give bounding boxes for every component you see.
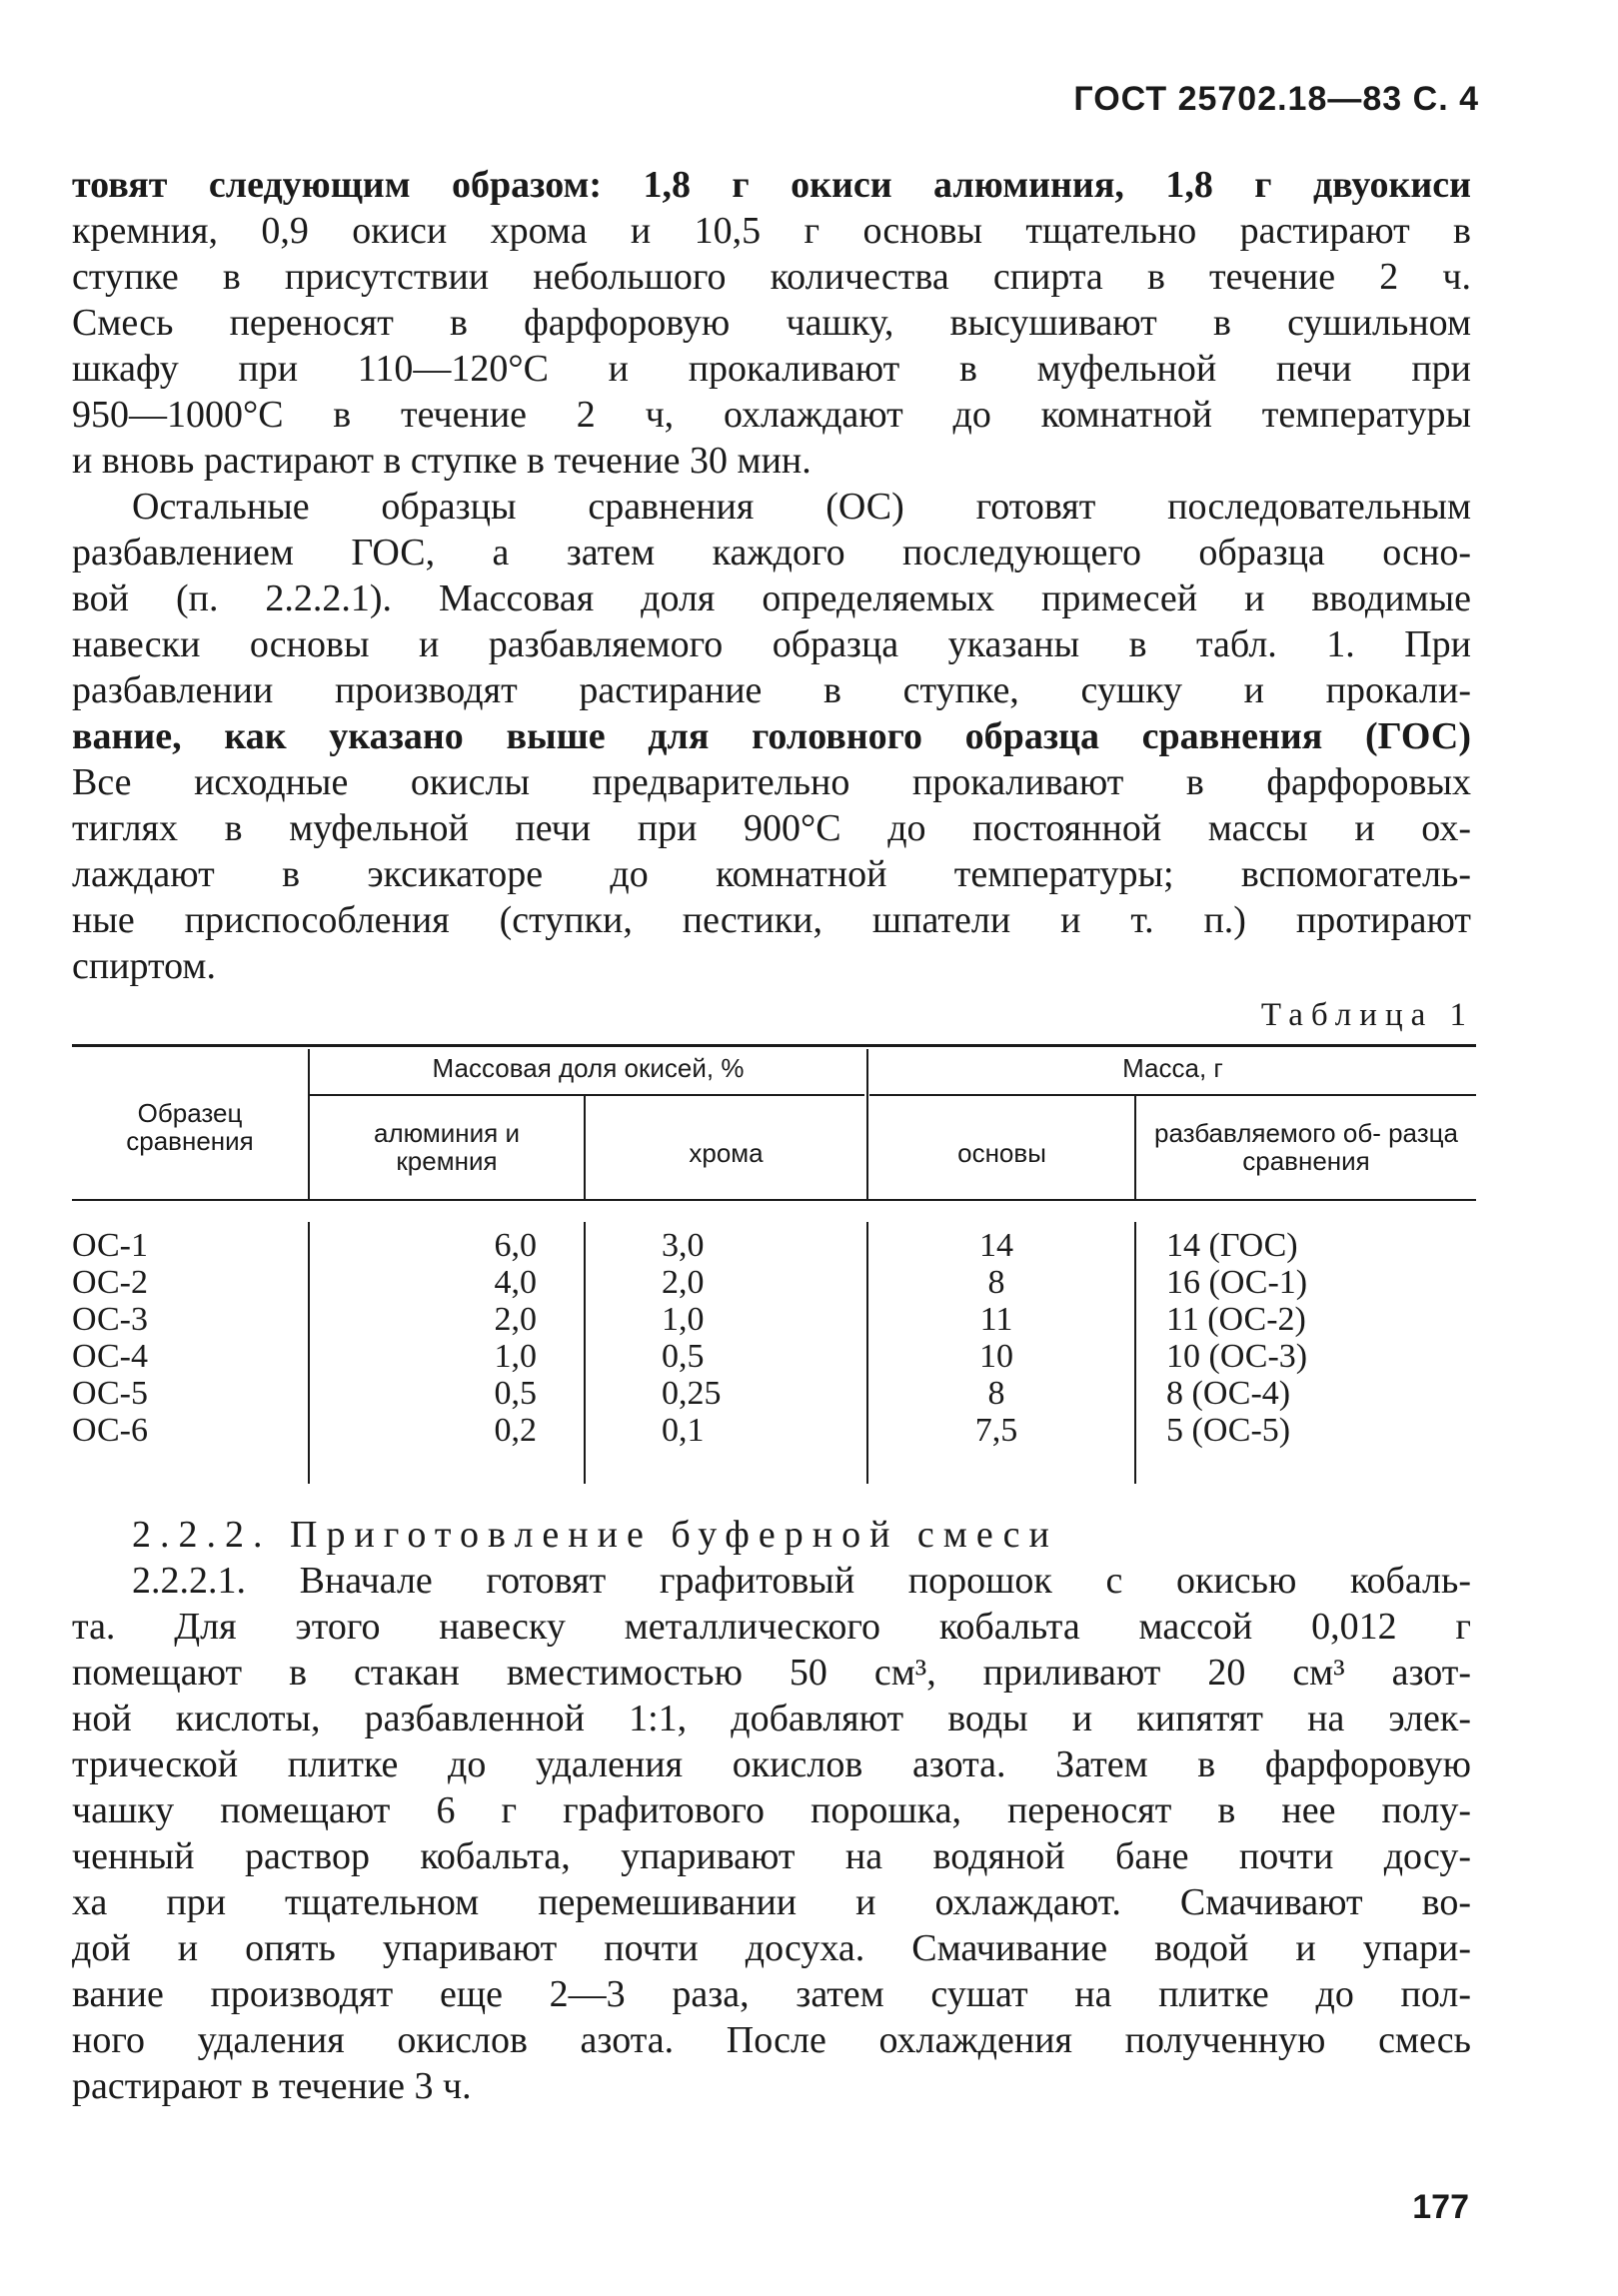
text-line: дой и опять упаривают почти досуха. Смачивание водой и упари- xyxy=(72,1927,1471,1969)
table-cell-diluted: 16 (ОС-1) xyxy=(1166,1264,1308,1301)
table-cell-base: 7,5 xyxy=(974,1412,1018,1449)
table-cell-sample: ОС-2 xyxy=(72,1264,148,1301)
table-cell-sample: ОС-6 xyxy=(72,1412,148,1449)
table-cell-al-si: 6,0 xyxy=(494,1227,537,1264)
table-cell-al-si: 0,2 xyxy=(494,1412,537,1449)
text-line: Остальные образцы сравнения (ОС) готовят последовательным xyxy=(132,486,1471,528)
th-diluted: разбавляемого об- разца сравнения xyxy=(1153,1118,1458,1176)
table-cell-al-si: 4,0 xyxy=(494,1264,537,1301)
table-cell-sample: ОС-3 xyxy=(72,1301,148,1338)
text-line: Все исходные окислы предварительно прокаливают в фарфоровых xyxy=(72,761,1471,803)
table-cell-sample: ОС-5 xyxy=(72,1375,148,1412)
table-vrule xyxy=(866,1222,868,1484)
table-cell-diluted: 5 (ОС-5) xyxy=(1166,1412,1291,1449)
text-line: трической плитке до удаления окислов азота. Затем в фарфоровую xyxy=(72,1743,1471,1785)
text-line: тиглях в муфельной печи при 900°С до постоянной массы и ох- xyxy=(72,807,1471,849)
text-line: вание, как указано выше для головного образца сравнения (ГОС) xyxy=(72,715,1471,757)
table-header-rule xyxy=(72,1199,1476,1201)
table-cell-al-si: 0,5 xyxy=(494,1375,537,1412)
text-line: Смесь переносят в фарфоровую чашку, высушивают в сушильном xyxy=(72,302,1471,344)
table-cell-cr: 0,5 xyxy=(662,1338,705,1375)
text-line: ного удаления окислов азота. После охлаждения полученную смесь xyxy=(72,2019,1471,2061)
table-cell-cr: 3,0 xyxy=(662,1227,705,1264)
table-group-rule-mass xyxy=(869,1094,1476,1096)
th-group-mass: Масса, г xyxy=(1122,1053,1223,1083)
text-line: лаждают в эксикаторе до комнатной температуры; вспомогатель- xyxy=(72,853,1471,895)
table-cell-diluted: 8 (ОС-4) xyxy=(1166,1375,1291,1412)
text-line: 2.2.2.1. Вначале готовят графитовый порошок с окисью кобаль- xyxy=(132,1560,1471,1602)
table-cell-diluted: 14 (ГОС) xyxy=(1166,1227,1298,1264)
table-cell-cr: 2,0 xyxy=(662,1264,705,1301)
table-cell-base: 11 xyxy=(979,1301,1013,1338)
text-line: ной кислоты, разбавленной 1:1, добавляют воды и кипятят на элек- xyxy=(72,1698,1471,1739)
table-1 xyxy=(72,1044,1476,1494)
table-cell-cr: 0,1 xyxy=(662,1412,705,1449)
th-al-si: алюминия и кремния xyxy=(374,1118,520,1176)
table-cell-al-si: 2,0 xyxy=(494,1301,537,1338)
text-line: товят следующим образом: 1,8 г окиси алюминия, 1,8 г двуокиси xyxy=(72,164,1471,206)
table-cell-cr: 0,25 xyxy=(662,1375,722,1412)
th-sample: Образец сравнения xyxy=(126,1098,254,1156)
text-line: та. Для этого навеску металлического кобальта массой 0,012 г xyxy=(72,1606,1471,1648)
text-line: ступке в присутствии небольшого количества спирта в течение 2 ч. xyxy=(72,256,1471,298)
table-vrule xyxy=(584,1222,586,1484)
text-line: ные приспособления (ступки, пестики, шпатели и т. п.) протирают xyxy=(72,899,1471,941)
text-line: ха при тщательном перемешивании и охлаждают. Смачивают во- xyxy=(72,1881,1471,1923)
table-caption: Таблица 1 xyxy=(1260,997,1474,1033)
text-line: 950—1000°С в течение 2 ч, охлаждают до комнатной температуры xyxy=(72,394,1471,436)
table-top-rule xyxy=(72,1044,1476,1047)
text-line: чашку помещают 6 г графитового порошка, переносят в нее полу- xyxy=(72,1789,1471,1831)
table-vrule xyxy=(1134,1096,1136,1199)
section-2-2-2 xyxy=(72,1512,1471,2109)
table-vrule xyxy=(1134,1222,1136,1484)
table-cell-sample: ОС-4 xyxy=(72,1338,148,1375)
table-vrule xyxy=(866,1049,868,1199)
table-cell-sample: ОС-1 xyxy=(72,1227,148,1264)
text-line: кремния, 0,9 окиси хрома и 10,5 г основы тщательно растирают в xyxy=(72,210,1471,252)
th-cr: хрома xyxy=(689,1138,764,1168)
paragraph-1 xyxy=(72,162,1471,484)
table-cell-al-si: 1,0 xyxy=(494,1338,537,1375)
text-line: спиртом. xyxy=(72,945,216,987)
paragraph-2 xyxy=(72,484,1471,989)
page-number: 177 xyxy=(1412,2188,1469,2226)
text-line: помещают в стакан вместимостью 50 см³, приливают 20 см³ азот- xyxy=(72,1652,1471,1694)
gost-header: ГОСТ 25702.18—83 С. 4 xyxy=(1073,80,1479,118)
text-line: вание производят еще 2—3 раза, затем сушат на плитке до пол- xyxy=(72,1973,1471,2015)
text-line: растирают в течение 3 ч. xyxy=(72,2065,472,2107)
table-vrule xyxy=(308,1222,310,1484)
text-line: разбавлении производят растирание в ступке, сушку и прокали- xyxy=(72,669,1471,711)
text-line: вой (п. 2.2.2.1). Массовая доля определяемых примесей и вводимые xyxy=(72,577,1471,619)
table-cell-diluted: 10 (ОС-3) xyxy=(1166,1338,1308,1375)
text-line: и вновь растирают в ступке в течение 30 мин. xyxy=(72,440,811,482)
text-line: навески основы и разбавляемого образца указаны в табл. 1. При xyxy=(72,623,1471,665)
table-cell-cr: 1,0 xyxy=(662,1301,705,1338)
table-cell-base: 10 xyxy=(979,1338,1013,1375)
text-line: шкафу при 110—120°С и прокаливают в муфельной печи при xyxy=(72,348,1471,390)
table-cell-base: 8 xyxy=(987,1264,1005,1301)
table-cell-base: 8 xyxy=(987,1375,1005,1412)
table-cell-diluted: 11 (ОС-2) xyxy=(1166,1301,1306,1338)
table-cell-base: 14 xyxy=(979,1227,1013,1264)
th-base: основы xyxy=(957,1138,1046,1168)
text-line: ченный раствор кобальта, упаривают на водяной бане почти досу- xyxy=(72,1835,1471,1877)
table-group-rule-oxides xyxy=(310,1094,864,1096)
th-group-oxides: Массовая доля окисей, % xyxy=(432,1053,745,1083)
section-heading: 2.2.2. Приготовление буферной смеси xyxy=(132,1514,1058,1556)
text-line: разбавлением ГОС, а затем каждого последующего образца осно- xyxy=(72,532,1471,574)
